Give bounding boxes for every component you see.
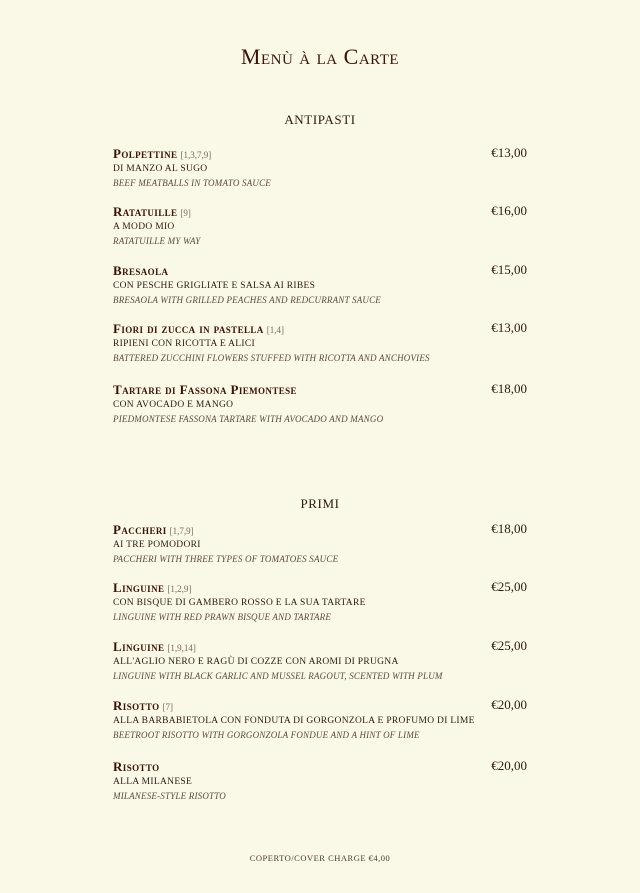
dish-description-it: CON BISQUE DI GAMBERO ROSSO E LA SUA TARTARE [113,598,366,608]
dish-description-it: RIPIENI CON RICOTTA E ALICI [113,339,255,349]
dish-item [113,145,527,188]
dish-price: €25,00 [491,638,527,653]
dish-item [113,758,527,801]
dish-price: €16,00 [491,203,527,218]
dish-item [113,203,527,246]
dish-name: Risotto [113,759,160,774]
dish-header [113,638,527,654]
dish-header [113,320,527,336]
dish-name: Ratatuille [113,204,178,219]
dish-item [113,521,527,564]
dish-description-it: ALLA BARBABIETOLA CON FONDUTA DI GORGONZOLA E PROFUMO DI LIME [113,716,475,726]
dish-description-it: AI TRE POMODORI [113,540,201,550]
dish-name: Paccheri [113,522,167,537]
section-title-primi: PRIMI [300,496,340,511]
dish-description-en: BEETROOT RISOTTO WITH GORGONZOLA FONDUE AND A HINT OF LIME [113,730,420,740]
dish-price: €20,00 [491,758,527,773]
dish-item [113,579,527,622]
dish-description-en: RATATUILLE MY WAY [113,236,201,246]
dish-header [113,758,527,774]
dish-name: Tartare di Fassona Piemontese [113,382,297,397]
dish-price: €20,00 [491,697,527,712]
dish-allergens: [7] [162,702,174,712]
dish-description-en: BEEF MEATBALLS IN TOMATO SAUCE [113,178,272,188]
dish-name: Linguine [113,580,165,595]
dish-name: Linguine [113,639,165,654]
dish-name: Risotto [113,698,160,713]
section-title-antipasti: ANTIPASTI [284,112,356,127]
dish-item [113,262,527,305]
dish-description-it: ALL'AGLIO NERO E RAGÙ DI COZZE CON AROMI DI PRUGNA [113,657,399,667]
dish-price: €15,00 [491,262,527,277]
dish-description-en: BRESAOLA WITH GRILLED PEACHES AND REDCURRANT SAUCE [113,295,381,305]
dish-header [113,579,527,595]
dish-price: €13,00 [491,145,527,160]
dish-header [113,697,527,713]
dish-description-it: A MODO MIO [113,222,175,232]
dish-description-en: PACCHERI WITH THREE TYPES OF TOMATOES SAUCE [113,554,339,564]
dish-item [113,320,527,363]
dish-price: €18,00 [491,521,527,536]
dish-price: €25,00 [491,579,527,594]
dish-allergens: [9] [180,208,191,218]
dish-description-en: LINGUINE WITH BLACK GARLIC AND MUSSEL RAGOUT, SCENTED WITH PLUM [113,671,443,681]
dish-item [113,638,527,681]
dish-name: Fiori di zucca in pastella [113,321,264,336]
dish-header [113,262,527,278]
dish-description-it: CON PESCHE GRIGLIATE E SALSA AI RIBES [113,281,316,291]
dish-description-it: CON AVOCADO E MANGO [113,400,234,410]
dish-price: €13,00 [491,320,527,335]
dish-name: Polpettine [113,146,178,161]
dish-allergens: [1,4] [266,325,284,335]
dish-header [113,203,527,219]
dish-header [113,521,527,537]
dish-allergens: [1,9,14] [167,643,196,653]
dish-description-it: DI MANZO AL SUGO [113,164,208,174]
dish-price: €18,00 [491,381,527,396]
dish-allergens: [1,7,9] [169,526,194,536]
dish-header [113,145,527,161]
dish-allergens: [1,2,9] [167,584,192,594]
dish-header [113,381,527,397]
dish-name: Bresaola [113,263,169,278]
dish-item [113,697,527,740]
page-title: Menù à la Carte [240,44,400,69]
dish-description-it: ALLA MILANESE [113,777,193,787]
dish-description-en: BATTERED ZUCCHINI FLOWERS STUFFED WITH RICOTTA AND ANCHOVIES [113,353,430,363]
dish-allergens: [1,3,7,9] [180,150,212,160]
dish-description-en: MILANESE-STYLE RISOTTO [113,791,226,801]
cover-charge-footer: COPERTO/COVER CHARGE €4,00 [249,853,391,863]
dish-description-en: PIEDMONTESE FASSONA TARTARE WITH AVOCADO AND MANGO [113,414,384,424]
dish-item [113,381,527,424]
dish-description-en: LINGUINE WITH RED PRAWN BISQUE AND TARTARE [113,612,332,622]
